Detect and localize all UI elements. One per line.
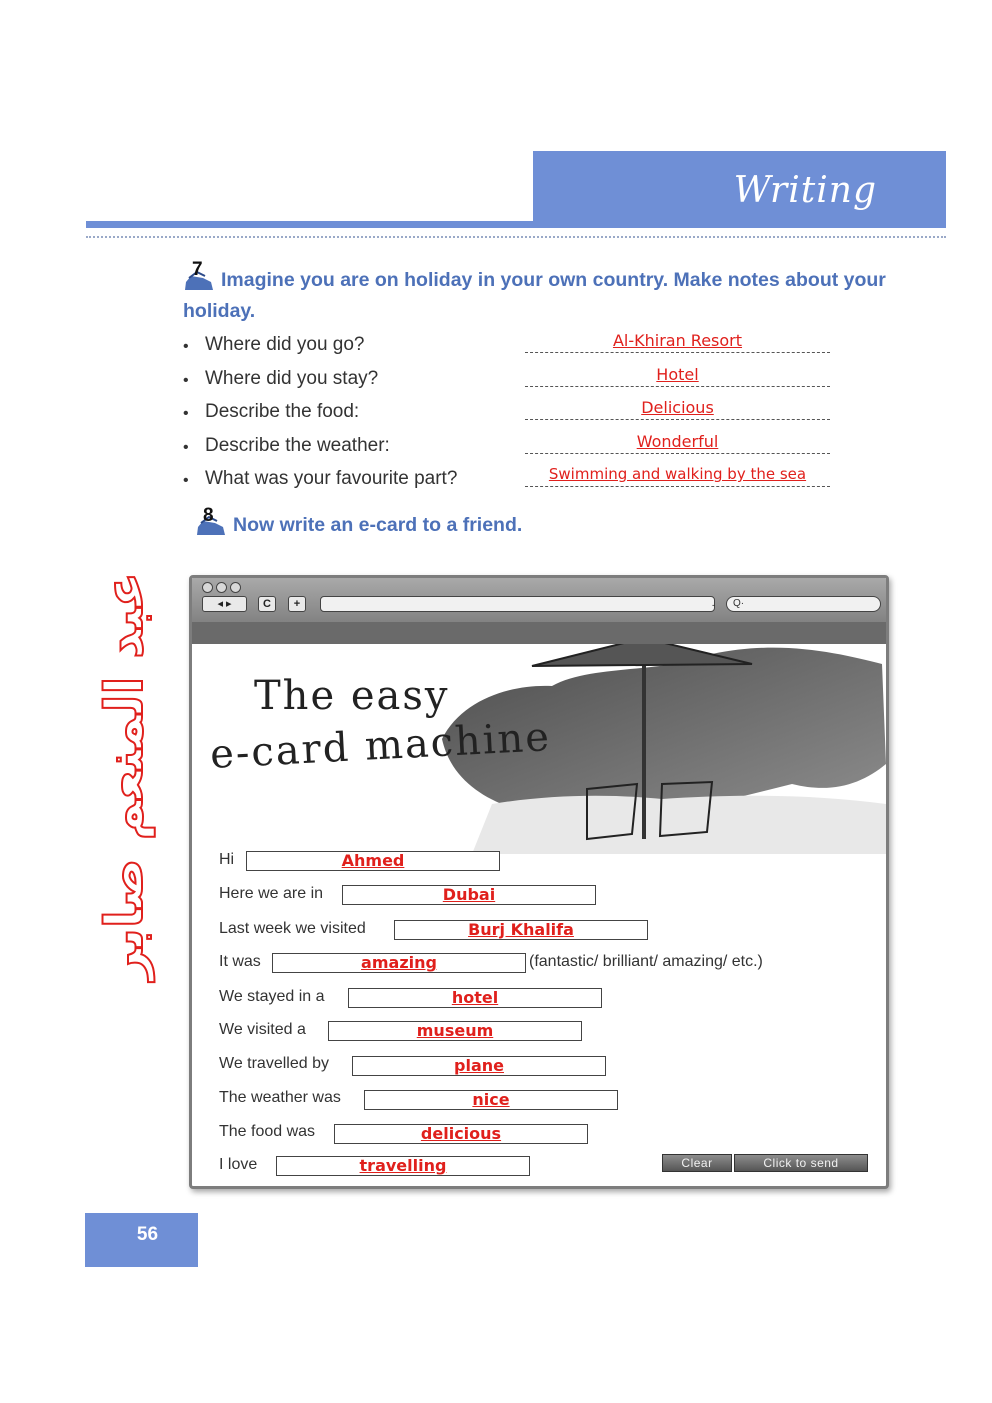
form-label: Here we are in xyxy=(219,885,324,902)
note-item xyxy=(183,398,833,431)
bullet: • xyxy=(183,439,189,456)
beach-ground xyxy=(472,796,886,854)
note-question: Describe the weather: xyxy=(205,435,390,456)
search-input[interactable]: Q· xyxy=(726,596,881,612)
form-label: The weather was xyxy=(219,1089,341,1106)
form-label: I love xyxy=(219,1156,258,1173)
card-title-line-2: e-card machine xyxy=(209,714,553,778)
send-button[interactable]: Click to send xyxy=(734,1154,868,1172)
header-rule xyxy=(86,221,533,228)
note-answer[interactable]: Hotel xyxy=(656,365,699,384)
note-item xyxy=(183,432,833,465)
input-value: hotel xyxy=(451,988,499,1007)
window-maximize-icon[interactable] xyxy=(230,582,241,593)
visited-place-input[interactable] xyxy=(328,1021,582,1041)
exercise-7-instruction: Imagine you are on holiday in your own country. Make notes about your holiday. xyxy=(183,269,886,322)
bullet: • xyxy=(183,372,189,389)
form-label: Last week we visited xyxy=(219,920,366,937)
new-tab-button[interactable]: + xyxy=(288,596,306,612)
adjective-hint: (fantastic/ brilliant/ amazing/ etc.) xyxy=(529,953,763,970)
form-label: It was xyxy=(219,953,261,970)
bullet: • xyxy=(183,472,189,489)
card-title-line-1: The easy xyxy=(254,673,450,719)
url-separator: - xyxy=(712,600,715,610)
reload-button[interactable]: C xyxy=(258,596,276,612)
browser-band xyxy=(192,622,886,644)
back-forward-button[interactable]: ◂ ▸ xyxy=(202,596,247,612)
answer-line xyxy=(525,486,830,487)
note-item xyxy=(183,365,833,398)
note-item xyxy=(183,465,833,498)
form-label: The food was xyxy=(219,1123,316,1140)
input-value: travelling xyxy=(359,1156,447,1175)
exercise-8-instruction: Now write an e-card to a friend. xyxy=(233,514,523,536)
food-input[interactable] xyxy=(334,1124,588,1144)
bullet: • xyxy=(183,405,189,422)
adjective-input[interactable] xyxy=(272,953,526,973)
side-signature-text: عبد المنعم صابر xyxy=(95,571,155,980)
note-answer[interactable]: Al-Khiran Resort xyxy=(612,331,743,350)
input-value: Burj Khalifa xyxy=(468,920,574,939)
weather-input[interactable] xyxy=(364,1090,618,1110)
dotted-divider xyxy=(86,236,946,238)
input-value: Ahmed xyxy=(341,851,405,870)
love-input[interactable] xyxy=(276,1156,530,1176)
note-item xyxy=(183,331,833,364)
answer-line xyxy=(525,386,830,387)
input-value: museum xyxy=(416,1021,494,1040)
note-answer[interactable]: Swimming and walking by the sea xyxy=(548,465,807,483)
stay-input[interactable] xyxy=(348,988,602,1008)
note-answer[interactable]: Wonderful xyxy=(636,432,719,451)
input-value: amazing xyxy=(361,953,437,972)
visited-input[interactable] xyxy=(394,920,648,940)
section-title: Writing xyxy=(733,170,877,211)
input-value: Dubai xyxy=(442,885,496,904)
place-input[interactable] xyxy=(342,885,596,905)
form-label: Hi xyxy=(219,851,235,868)
bullet: • xyxy=(183,338,189,355)
note-question: What was your favourite part? xyxy=(205,468,458,489)
answer-line xyxy=(525,352,830,353)
form-label: We travelled by xyxy=(219,1055,329,1072)
answer-line xyxy=(525,419,830,420)
transport-input[interactable] xyxy=(352,1056,606,1076)
form-label: We visited a xyxy=(219,1021,306,1038)
note-question: Describe the food: xyxy=(205,401,360,422)
browser-toolbar xyxy=(192,578,886,644)
exercise-8-number: 8 xyxy=(203,505,214,526)
exercise-7-number: 7 xyxy=(192,259,203,280)
window-minimize-icon[interactable] xyxy=(216,582,227,593)
note-question: Where did you go? xyxy=(205,334,365,355)
answer-line xyxy=(525,453,830,454)
name-input[interactable] xyxy=(246,851,500,871)
clear-button[interactable]: Clear xyxy=(662,1154,732,1172)
input-value: delicious xyxy=(420,1124,502,1143)
note-answer[interactable]: Delicious xyxy=(641,398,714,417)
page-number: 56 xyxy=(136,1224,159,1245)
ecard-browser-window xyxy=(189,575,889,1189)
note-question: Where did you stay? xyxy=(205,368,379,389)
address-bar[interactable] xyxy=(320,596,715,612)
input-value: plane xyxy=(454,1056,504,1075)
input-value: nice xyxy=(472,1090,510,1109)
window-close-icon[interactable] xyxy=(202,582,213,593)
form-label: We stayed in a xyxy=(219,988,325,1005)
